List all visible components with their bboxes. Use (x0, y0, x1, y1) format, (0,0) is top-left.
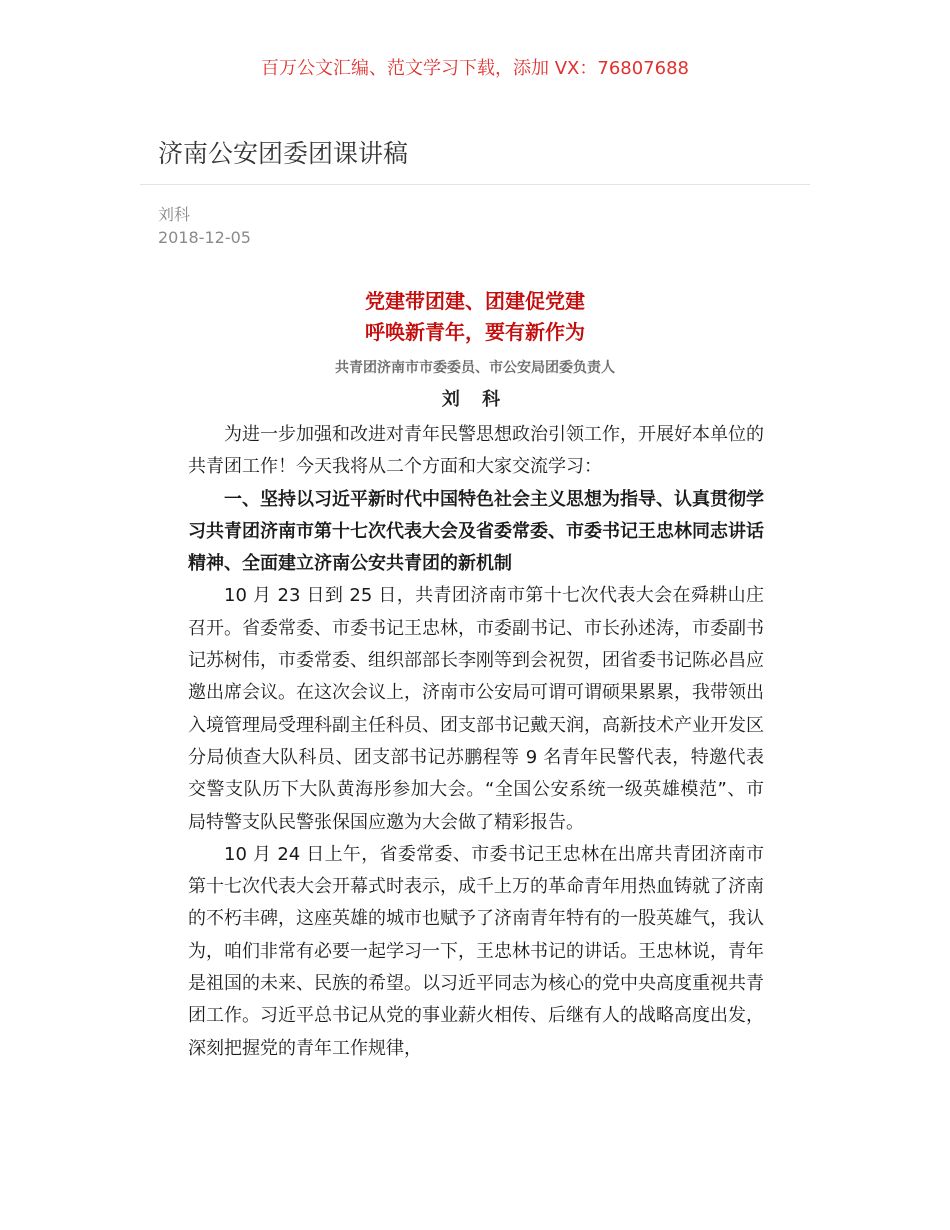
title-divider (140, 184, 810, 185)
body-paragraph: 10 月 23 日到 25 日，共青团济南市第十七次代表大会在舜耕山庄召开。省委常委、市委书记王忠林，市委副书记、市长孙述涛，市委副书记苏树伟，市委常委、组织部部长李刚等到会祝贺，团省委书记陈必昌应邀出席会议。在这次会议上，济南市公安局可谓可谓硕果累累，我带领出入境管理局受理科副主任科员、团支部书记戴天润，高新技术产业开发区分局侦查大队科员、团支部书记苏鹏程等 9 名青年民警代表，特邀代表交警支队历下大队黄海彤参加大会。“全国公安系统一级英雄模范”、市局特警支队民警张保国应邀为大会做了精彩报告。 (188, 585, 764, 833)
article-body (188, 419, 764, 1065)
publish-date: 2018-12-05 (158, 228, 251, 247)
headline-line-1: 党建带团建、团建促党建 (365, 289, 585, 313)
byline-name: 刘 科 (441, 389, 509, 410)
headline-line-2: 呼唤新青年，要有新作为 (365, 320, 585, 344)
body-paragraph: 10 月 24 日上午，省委常委、市委书记王忠林在出席共青团济南市第十七次代表大会开幕式时表示，成千上万的革命青年用热血铸就了济南的不朽丰碑，这座英雄的城市也赋予了济南青年特有的一股英雄气，我认为，咱们非常有必要一起学习一下，王忠林书记的讲话。王忠林说，青年是祖国的未来、民族的希望。以习近平同志为核心的党中央高度重视共青团工作。习近平总书记从党的事业薪火相传、后继有人的战略高度出发，深刻把握党的青年工作规律， (188, 843, 764, 1059)
byline-role: 共青团济南市市委委员、市公安局团委负责人 (335, 360, 615, 376)
section-heading: 一、坚持以习近平新时代中国特色社会主义思想为指导、认真贯彻学习共青团济南市第十七次代表大会及省委常委、市委书记王忠林同志讲话精神、全面建立济南公安共青团的新机制 (188, 488, 764, 575)
intro-paragraph: 为进一步加强和改进对青年民警思想政治引领工作，开展好本单位的共青团工作！今天我将从二个方面和大家交流学习： (188, 424, 764, 478)
author-name[interactable]: 刘科 (158, 205, 191, 224)
download-banner: 百万公文汇编、范文学习下载，添加 VX：76807688 (261, 58, 689, 79)
page-title: 济南公安团委团课讲稿 (158, 139, 409, 168)
